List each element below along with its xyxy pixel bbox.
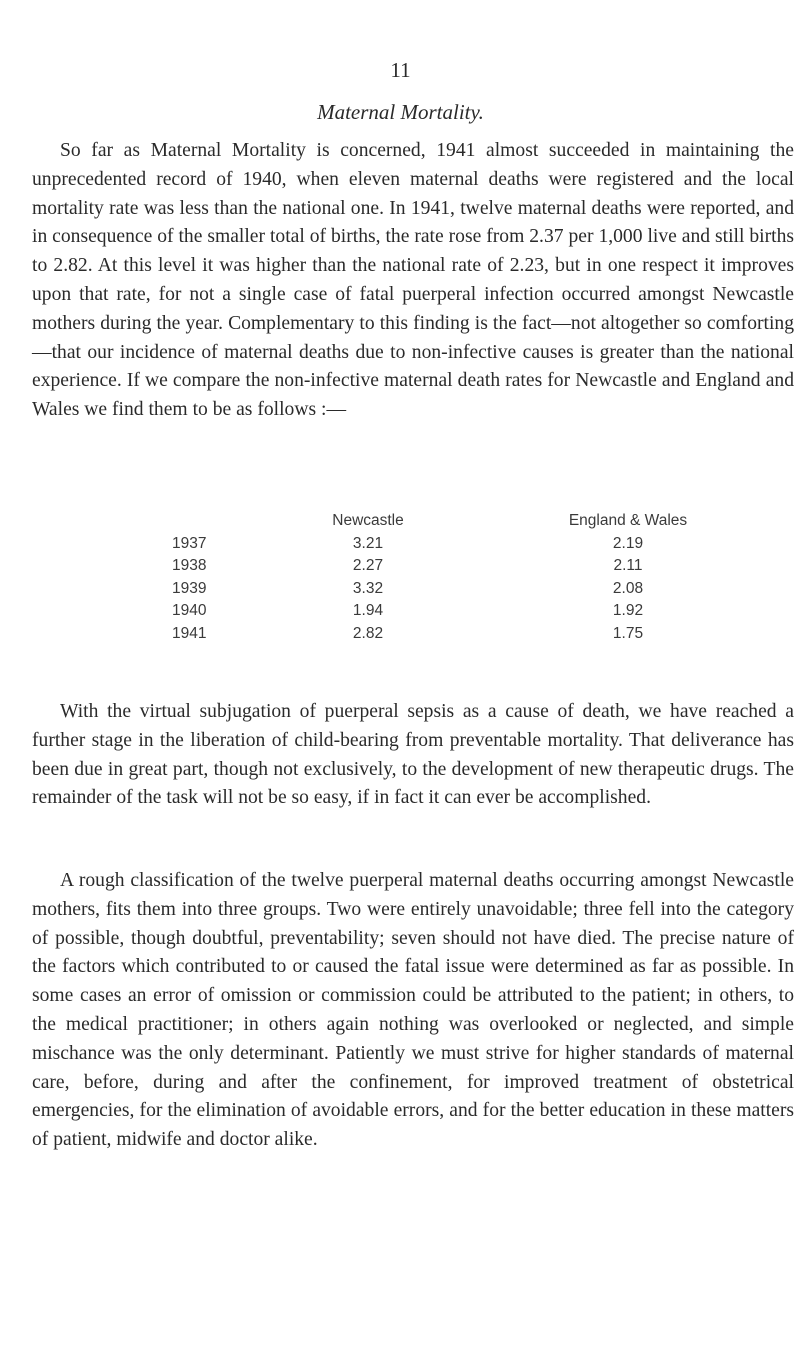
- row-year: 1941: [172, 624, 207, 642]
- row-newcastle-rate: 2.82: [352, 624, 384, 642]
- row-year: 1940: [172, 602, 207, 619]
- paragraph-classification: A rough classification of the twelve puerperal maternal deaths occurring amongst Newcastle mothers, fits them into three groups. Two were entirely unavoidable; three fell into the category of possible, though doubtful, preventability; seven should not have died. The precise nature of the factors which contributed to or caused the fatal issue were determined as far as possible. In some cases an error of omission or commission could be attributed to the patient; in others, to the medical practitioner; in others again nothing was overlooked or neglected, and simple mischance was the only determinant. Patiently we must strive for higher standards of maternal care, before, during and after the confinement, for improved treatment of obstetrical emergencies, for the elimination of avoidable errors, and for the better education in these matters of patient, midwife and doctor alike.: [32, 870, 794, 1151]
- row-england-wales-rate: 2.19: [612, 534, 644, 552]
- paragraph-subjugation: With the virtual subjugation of puerperal sepsis as a cause of death, we have reached a further stage in the liberation of child-bearing from preventable mortality. That deliverance has been due in great part, though not exclusively, to the development of new therapeutic drugs. The remainder of the task will not be so easy, if in fact it can ever be accomplished.: [32, 701, 794, 809]
- table-row: [0, 555, 801, 578]
- row-england-wales-rate: 1.92: [612, 602, 644, 619]
- row-england-wales-rate: 2.08: [612, 579, 644, 597]
- header-england-wales: England & Wales: [568, 512, 688, 529]
- row-england-wales-rate: 2.11: [613, 557, 643, 574]
- paragraph-intro: So far as Maternal Mortality is concerned, 1941 almost succeeded in maintaining the unprecedented record of 1940, when eleven maternal deaths were registered and the local mortality rate was less than the national one. In 1941, twelve maternal deaths were reported, and in consequence of the smaller total of births, the rate rose from 2.37 per 1,000 live and still births to 2.82. At this level it was higher than the national rate of 2.23, but in one respect it improves upon that rate, for not a single case of fatal puerperal infection occurred amongst Newcastle mothers during the year. Complementary to this finding is the fact—not altogether so comforting—that our incidence of maternal deaths due to non-infective causes is greater than the national experience. If we compare the non-infective maternal death rates for Newcastle and England and Wales we find them to be as follows :—: [32, 140, 794, 421]
- row-year: 1937: [172, 534, 207, 552]
- page-number: 11: [390, 58, 411, 82]
- non-infective-death-rates-table: [0, 510, 801, 645]
- section-heading: Maternal Mortality.: [317, 100, 484, 124]
- table-row: [0, 578, 801, 601]
- row-newcastle-rate: 2.27: [352, 557, 384, 574]
- row-newcastle-rate: 1.94: [352, 602, 384, 619]
- row-newcastle-rate: 3.21: [352, 534, 384, 552]
- row-england-wales-rate: 1.75: [612, 624, 644, 642]
- table-row: [0, 623, 801, 646]
- header-newcastle: Newcastle: [332, 512, 404, 529]
- table-row: [0, 600, 801, 623]
- row-newcastle-rate: 3.32: [352, 579, 384, 597]
- table-row: [0, 533, 801, 556]
- row-year: 1939: [172, 579, 207, 597]
- row-year: 1938: [172, 557, 207, 574]
- table-header-row: [0, 510, 801, 533]
